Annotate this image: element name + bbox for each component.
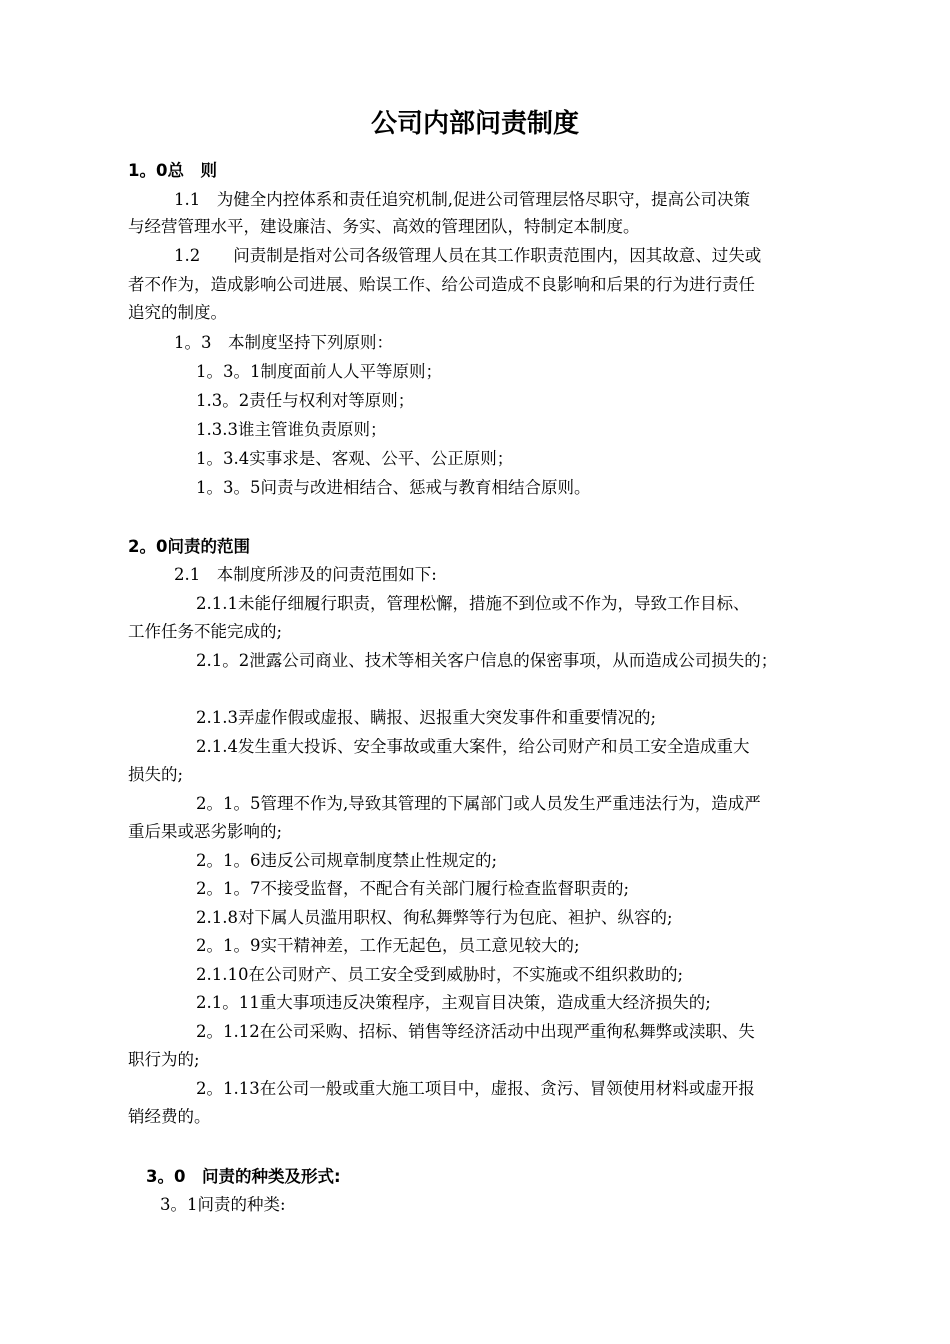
scope-item: 2.1。2泄露公司商业、技术等相关客户信息的保密事项，从而造成公司损失的； <box>196 651 778 670</box>
principle-item: 1.3.3谁主管谁负责原则； <box>196 420 387 439</box>
principle-item: 1。3。5问责与改进相结合、惩戒与教育相结合原则。 <box>196 478 591 497</box>
scope-item: 2。1。9实干精神差，工作无起色，员工意见较大的; <box>196 936 580 955</box>
clause-1-1-line-1: 1.1 为健全内控体系和责任追究机制,促进公司管理层恪尽职守，提高公司决策 <box>174 190 750 209</box>
clause-2-1: 2.1 本制度所涉及的问责范围如下: <box>174 565 437 584</box>
clause-1-1-line-2: 与经营管理水平，建设廉洁、务实、高效的管理团队，特制定本制度。 <box>128 217 640 236</box>
scope-item: 2.1.4发生重大投诉、安全事故或重大案件，给公司财产和员工安全造成重大 <box>196 737 750 756</box>
scope-item: 2.1.1未能仔细履行职责，管理松懈，措施不到位或不作为，导致工作目标、 <box>196 594 750 613</box>
scope-item: 2.1.10在公司财产、员工安全受到威胁时，不实施或不组织救助的; <box>196 965 684 984</box>
scope-item: 2。1。6违反公司规章制度禁止性规定的; <box>196 851 498 870</box>
scope-item: 2.1.8对下属人员滥用职权、徇私舞弊等行为包庇、袒护、纵容的; <box>196 908 673 927</box>
scope-item-cont: 工作任务不能完成的; <box>128 622 283 641</box>
scope-item-cont: 销经费的。 <box>128 1107 211 1126</box>
document-title: 公司内部问责制度 <box>370 109 579 139</box>
scope-item: 2。1.13在公司一般或重大施工项目中，虚报、贪污、冒领使用材料或虚开报 <box>196 1079 755 1098</box>
scope-item: 2。1。7不接受监督，不配合有关部门履行检查监督职责的; <box>196 879 630 898</box>
scope-item: 2.1.3弄虚作假或虚报、瞒报、迟报重大突发事件和重要情况的; <box>196 708 657 727</box>
scope-item-cont: 损失的; <box>128 765 184 784</box>
section-1-heading: 1。0总 则 <box>128 161 217 180</box>
scope-item-cont: 重后果或恶劣影响的; <box>128 822 283 841</box>
scope-item: 2。1。5管理不作为,导致其管理的下属部门或人员发生严重违法行为，造成严 <box>196 794 761 813</box>
section-2-heading: 2。0问责的范围 <box>128 537 250 556</box>
clause-1-2-line-1: 1.2 问责制是指对公司各级管理人员在其工作职责范围内，因其故意、过失或 <box>174 246 762 265</box>
principle-item: 1。3.4实事求是、客观、公平、公正原则； <box>196 449 514 468</box>
principle-item: 1.3。2责任与权利对等原则； <box>196 391 415 410</box>
section-3-heading: 3。0 问责的种类及形式: <box>146 1167 341 1186</box>
principle-item: 1。3。1制度面前人人平等原则； <box>196 362 442 381</box>
scope-item: 2。1.12在公司采购、招标、销售等经济活动中出现严重徇私舞弊或渎职、失 <box>196 1022 755 1041</box>
clause-1-3: 1。3 本制度坚持下列原则： <box>174 333 393 352</box>
clause-1-2-line-3: 追究的制度。 <box>128 303 227 322</box>
clause-3-1: 3。1问责的种类: <box>160 1195 286 1214</box>
scope-item-cont: 职行为的; <box>128 1050 200 1069</box>
scope-item: 2.1。11重大事项违反决策程序，主观盲目决策，造成重大经济损失的; <box>196 993 711 1012</box>
clause-1-2-line-2: 者不作为，造成影响公司进展、贻误工作、给公司造成不良影响和后果的行为进行责任 <box>128 275 755 294</box>
